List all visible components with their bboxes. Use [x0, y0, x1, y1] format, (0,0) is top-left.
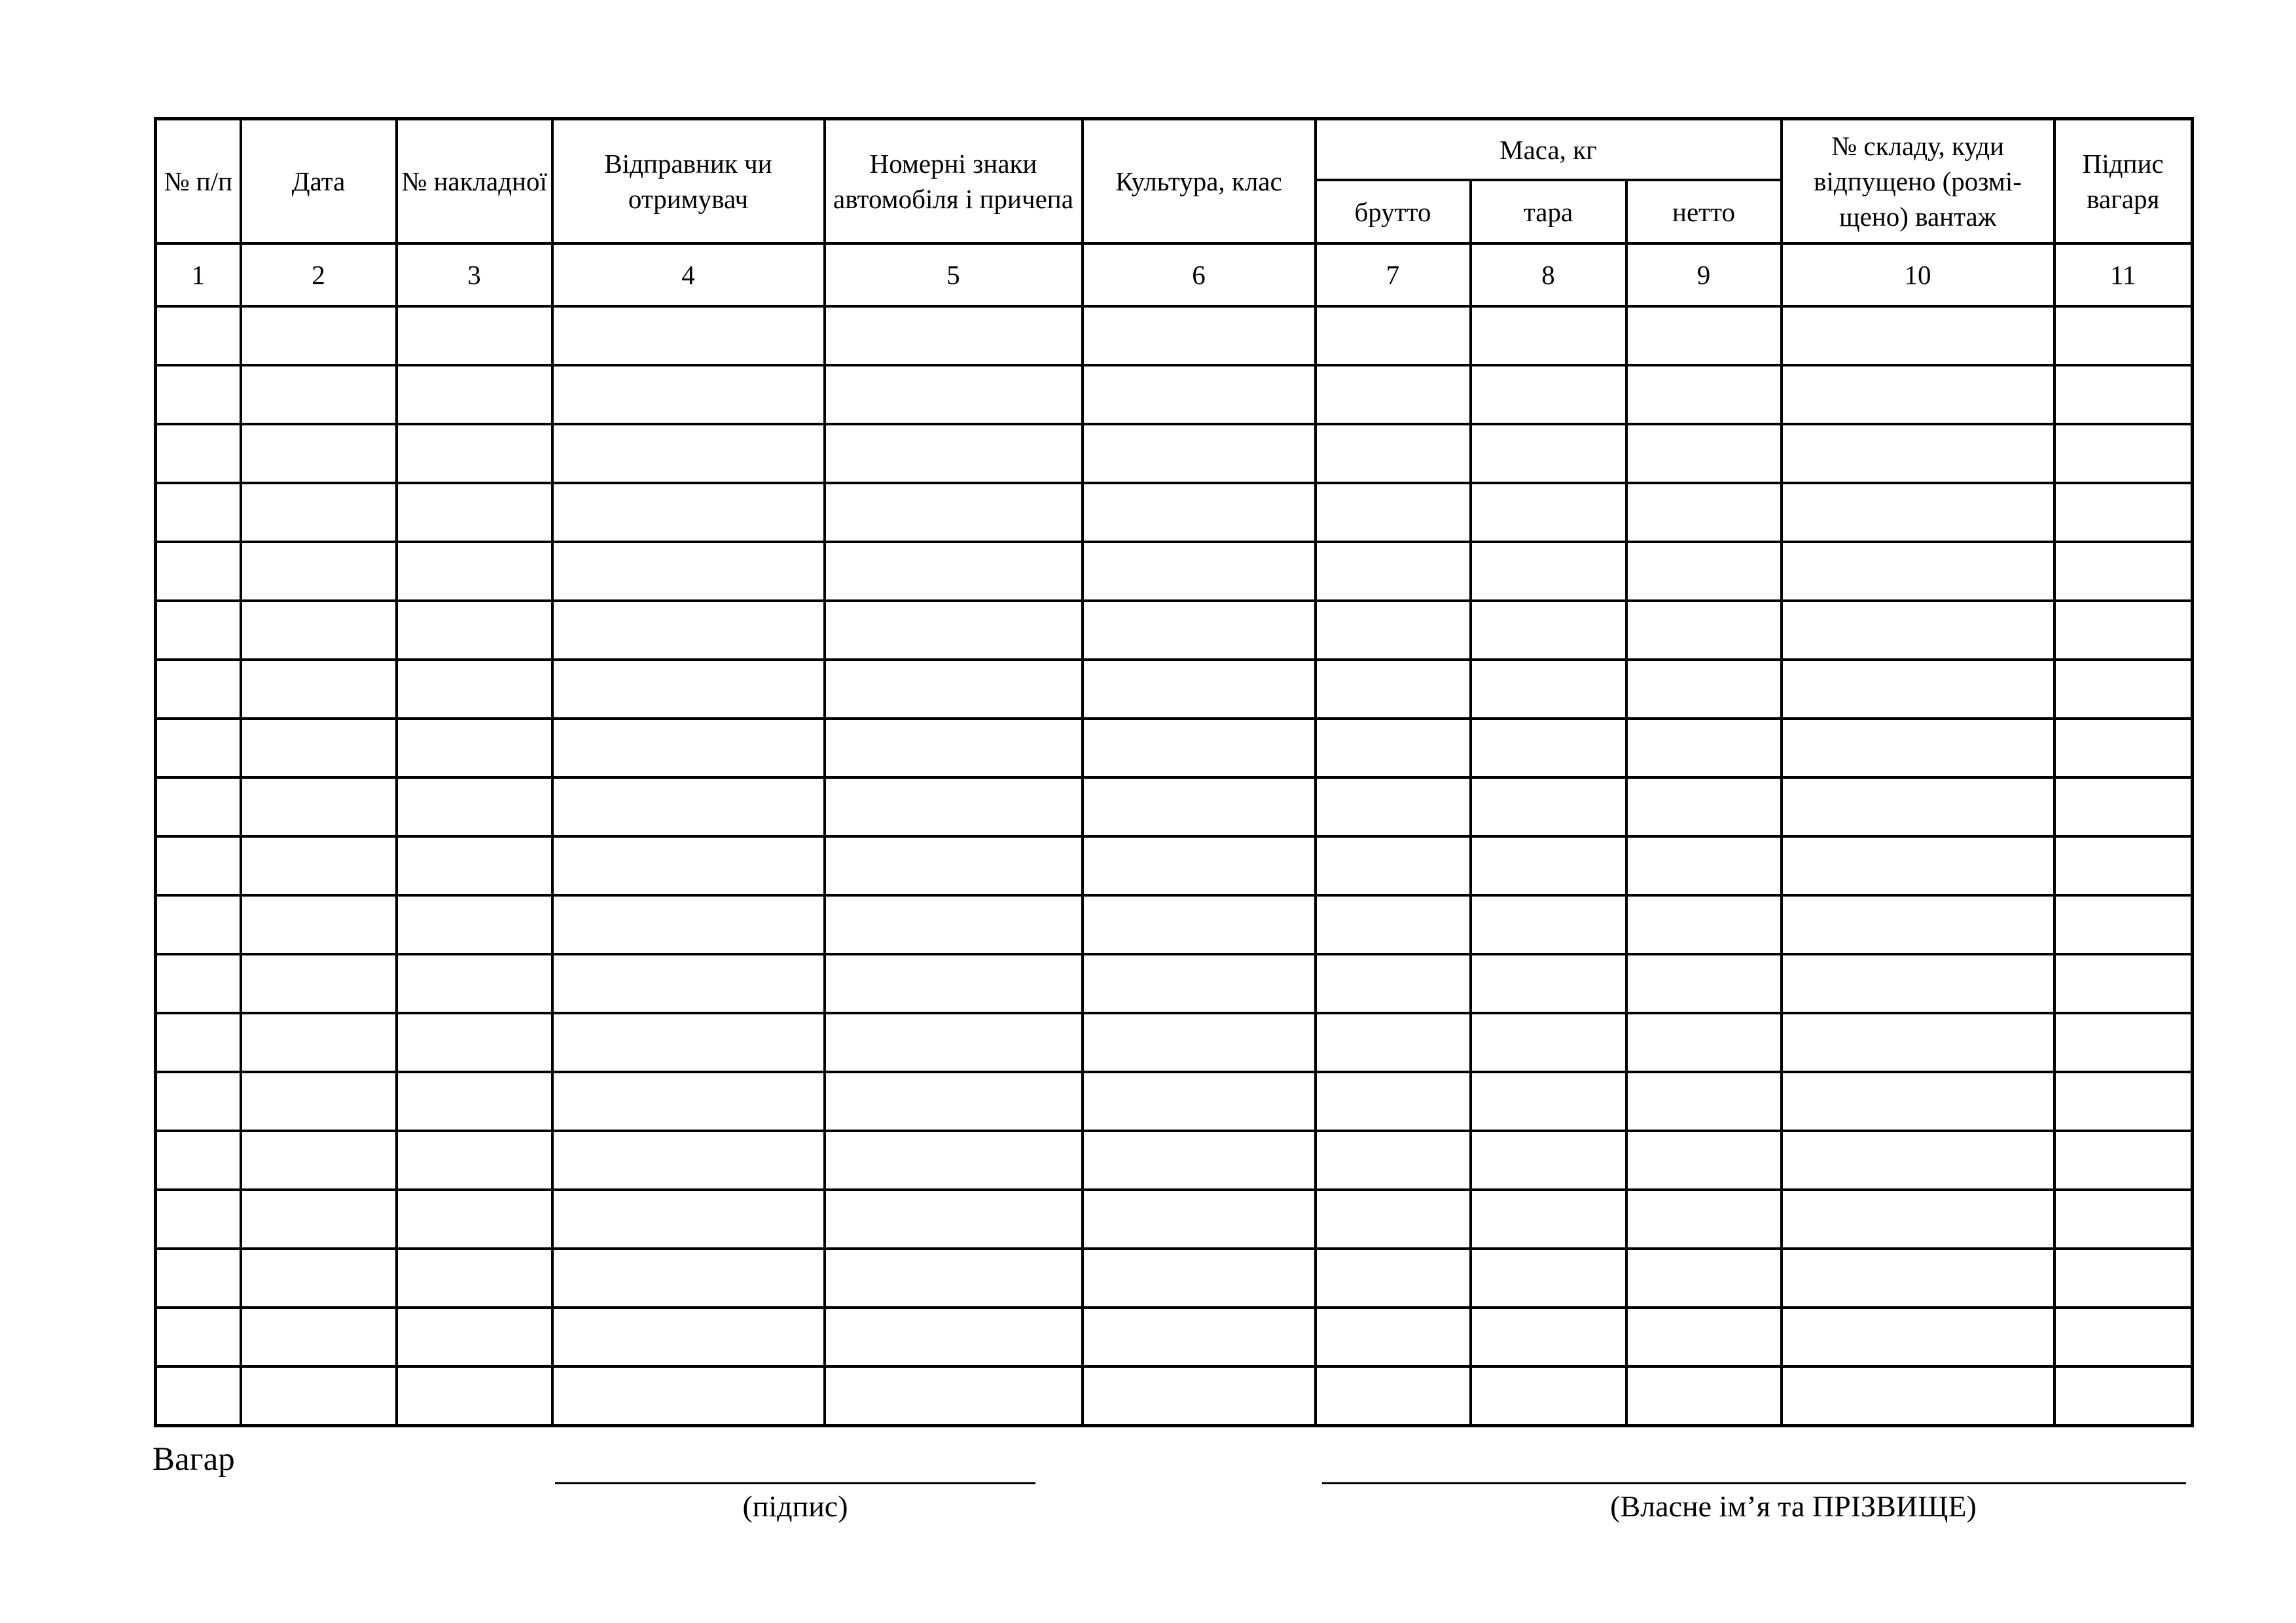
column-number: 6: [1083, 243, 1316, 306]
table-cell[interactable]: [1083, 542, 1316, 601]
table-cell[interactable]: [825, 660, 1083, 719]
table-cell[interactable]: [1626, 1366, 1782, 1426]
table-cell[interactable]: [2054, 660, 2193, 719]
table-cell[interactable]: [2054, 601, 2193, 660]
table-cell[interactable]: [825, 1072, 1083, 1131]
table-row: [156, 1308, 2193, 1366]
table-cell[interactable]: [825, 1131, 1083, 1190]
table-cell[interactable]: [1626, 954, 1782, 1013]
table-cell[interactable]: [552, 483, 825, 542]
table-cell[interactable]: [1782, 777, 2054, 836]
table-cell[interactable]: [1626, 365, 1782, 424]
table-cell[interactable]: [1316, 1190, 1471, 1249]
table-cell[interactable]: [2054, 1308, 2193, 1366]
table-row: [156, 660, 2193, 719]
table-cell[interactable]: [241, 836, 397, 895]
table-row: [156, 365, 2193, 424]
table-cell[interactable]: [825, 542, 1083, 601]
table-cell[interactable]: [552, 1366, 825, 1426]
table-cell[interactable]: [1316, 1072, 1471, 1131]
table-cell[interactable]: [825, 836, 1083, 895]
table-cell[interactable]: [2054, 1249, 2193, 1308]
table-cell[interactable]: [552, 660, 825, 719]
table-cell[interactable]: [1782, 954, 2054, 1013]
table-row: [156, 1131, 2193, 1190]
table-cell[interactable]: [241, 365, 397, 424]
table-cell[interactable]: [2054, 306, 2193, 365]
table-cell[interactable]: [552, 1190, 825, 1249]
table-cell[interactable]: [1626, 1308, 1782, 1366]
table-cell[interactable]: [1083, 895, 1316, 954]
table-cell[interactable]: [1782, 660, 2054, 719]
table-cell[interactable]: [1471, 542, 1626, 601]
table-cell[interactable]: [552, 719, 825, 777]
column-number: 3: [397, 243, 552, 306]
table-row: [156, 483, 2193, 542]
table-cell[interactable]: [1782, 895, 2054, 954]
column-number: 8: [1471, 243, 1626, 306]
table-cell[interactable]: [1316, 601, 1471, 660]
table-cell[interactable]: [1626, 1131, 1782, 1190]
table-cell[interactable]: [1626, 660, 1782, 719]
table-cell[interactable]: [397, 1072, 552, 1131]
table-cell[interactable]: [1782, 542, 2054, 601]
table-cell[interactable]: [1083, 1366, 1316, 1426]
table-cell[interactable]: [397, 719, 552, 777]
table-cell[interactable]: [1316, 777, 1471, 836]
table-cell[interactable]: [156, 1366, 241, 1426]
table-cell[interactable]: [1782, 1308, 2054, 1366]
journal-body: [156, 243, 2193, 1426]
table-cell[interactable]: [1471, 365, 1626, 424]
table-cell[interactable]: [552, 424, 825, 483]
table-cell[interactable]: [1083, 660, 1316, 719]
table-cell[interactable]: [552, 836, 825, 895]
table-cell[interactable]: [1782, 836, 2054, 895]
table-cell[interactable]: [241, 1013, 397, 1072]
header-gross: брутто: [1316, 180, 1471, 243]
table-cell[interactable]: [1626, 483, 1782, 542]
table-cell[interactable]: [552, 954, 825, 1013]
header-mass-group: Маса, кг: [1316, 119, 1782, 181]
table-cell[interactable]: [1626, 1249, 1782, 1308]
table-cell[interactable]: [241, 1131, 397, 1190]
weighing-journal-table: [154, 117, 2194, 1427]
table-cell[interactable]: [1626, 777, 1782, 836]
table-cell[interactable]: [1083, 954, 1316, 1013]
table-cell[interactable]: [1083, 836, 1316, 895]
table-cell[interactable]: [1316, 365, 1471, 424]
table-cell[interactable]: [825, 1190, 1083, 1249]
table-cell[interactable]: [156, 424, 241, 483]
table-cell[interactable]: [1316, 836, 1471, 895]
table-cell[interactable]: [397, 424, 552, 483]
table-cell[interactable]: [825, 365, 1083, 424]
table-cell[interactable]: [397, 836, 552, 895]
table-cell[interactable]: [1083, 601, 1316, 660]
table-cell[interactable]: [1316, 895, 1471, 954]
column-number: 11: [2054, 243, 2193, 306]
table-cell[interactable]: [1471, 1013, 1626, 1072]
table-cell[interactable]: [241, 1366, 397, 1426]
table-cell[interactable]: [1782, 601, 2054, 660]
table-cell[interactable]: [397, 1131, 552, 1190]
weigher-label: Вагар: [152, 1441, 235, 1478]
table-cell[interactable]: [1626, 1190, 1782, 1249]
name-line: [1322, 1482, 2186, 1484]
table-row: [156, 1366, 2193, 1426]
table-row: [156, 1249, 2193, 1308]
table-cell[interactable]: [552, 1131, 825, 1190]
table-row: [156, 601, 2193, 660]
table-cell[interactable]: [825, 954, 1083, 1013]
table-cell[interactable]: [2054, 542, 2193, 601]
table-cell[interactable]: [552, 1013, 825, 1072]
table-cell[interactable]: [1316, 542, 1471, 601]
table-cell[interactable]: [1626, 601, 1782, 660]
table-cell[interactable]: [241, 306, 397, 365]
table-cell[interactable]: [241, 601, 397, 660]
table-cell[interactable]: [156, 483, 241, 542]
table-cell[interactable]: [1316, 1366, 1471, 1426]
table-cell[interactable]: [156, 1131, 241, 1190]
table-cell[interactable]: [825, 1013, 1083, 1072]
table-cell[interactable]: [1083, 1190, 1316, 1249]
table-cell[interactable]: [2054, 365, 2193, 424]
table-row: [156, 719, 2193, 777]
table-cell[interactable]: [156, 777, 241, 836]
table-cell[interactable]: [1083, 1308, 1316, 1366]
table-cell[interactable]: [1083, 483, 1316, 542]
table-cell[interactable]: [1782, 306, 2054, 365]
table-cell[interactable]: [156, 954, 241, 1013]
table-cell[interactable]: [156, 836, 241, 895]
table-cell[interactable]: [397, 1190, 552, 1249]
table-cell[interactable]: [156, 660, 241, 719]
table-row: [156, 306, 2193, 365]
table-cell[interactable]: [2054, 1131, 2193, 1190]
table-cell[interactable]: [552, 1249, 825, 1308]
table-cell[interactable]: [1471, 660, 1626, 719]
table-cell[interactable]: [552, 777, 825, 836]
header-weigher-signature: Підпис вагаря: [2054, 119, 2193, 244]
table-cell[interactable]: [397, 365, 552, 424]
table-cell[interactable]: [156, 1308, 241, 1366]
table-row: [156, 777, 2193, 836]
table-cell[interactable]: [156, 365, 241, 424]
table-cell[interactable]: [1471, 1308, 1626, 1366]
table-cell[interactable]: [1316, 1249, 1471, 1308]
table-row: [156, 895, 2193, 954]
table-cell[interactable]: [241, 954, 397, 1013]
table-cell[interactable]: [1083, 1249, 1316, 1308]
table-cell[interactable]: [1316, 424, 1471, 483]
column-number: 4: [552, 243, 825, 306]
header-invoice-number: № накладної: [397, 119, 552, 244]
table-cell[interactable]: [397, 954, 552, 1013]
table-row: [156, 1072, 2193, 1131]
table-cell[interactable]: [241, 542, 397, 601]
table-cell[interactable]: [825, 483, 1083, 542]
table-cell[interactable]: [1471, 424, 1626, 483]
table-cell[interactable]: [1471, 1190, 1626, 1249]
table-row: [156, 542, 2193, 601]
table-cell[interactable]: [552, 542, 825, 601]
table-cell[interactable]: [1471, 483, 1626, 542]
table-cell[interactable]: [1471, 895, 1626, 954]
table-cell[interactable]: [825, 424, 1083, 483]
table-cell[interactable]: [552, 1308, 825, 1366]
signature-line: [555, 1482, 1035, 1484]
table-cell[interactable]: [1471, 1072, 1626, 1131]
table-cell[interactable]: [825, 1308, 1083, 1366]
table-cell[interactable]: [156, 719, 241, 777]
table-cell[interactable]: [1782, 719, 2054, 777]
table-cell[interactable]: [2054, 777, 2193, 836]
table-cell[interactable]: [1083, 306, 1316, 365]
table-cell[interactable]: [1782, 1072, 2054, 1131]
table-cell[interactable]: [241, 1072, 397, 1131]
table-cell[interactable]: [1316, 306, 1471, 365]
table-cell[interactable]: [552, 601, 825, 660]
table-cell[interactable]: [241, 1308, 397, 1366]
table-cell[interactable]: [825, 601, 1083, 660]
table-cell[interactable]: [156, 895, 241, 954]
table-cell[interactable]: [156, 1249, 241, 1308]
table-cell[interactable]: [825, 1249, 1083, 1308]
table-cell[interactable]: [1471, 719, 1626, 777]
table-cell[interactable]: [1626, 836, 1782, 895]
table-cell[interactable]: [1083, 1131, 1316, 1190]
table-cell[interactable]: [552, 895, 825, 954]
table-cell[interactable]: [1471, 1249, 1626, 1308]
table-cell[interactable]: [1626, 1013, 1782, 1072]
table-cell[interactable]: [1782, 1366, 2054, 1426]
table-cell[interactable]: [1626, 542, 1782, 601]
table-cell[interactable]: [1316, 1131, 1471, 1190]
table-cell[interactable]: [1083, 1072, 1316, 1131]
table-cell[interactable]: [397, 777, 552, 836]
table-cell[interactable]: [825, 895, 1083, 954]
table-cell[interactable]: [1626, 895, 1782, 954]
table-row: [156, 424, 2193, 483]
table-cell[interactable]: [241, 719, 397, 777]
table-cell[interactable]: [1471, 601, 1626, 660]
table-cell[interactable]: [156, 601, 241, 660]
column-number: 9: [1626, 243, 1782, 306]
table-cell[interactable]: [2054, 1013, 2193, 1072]
table-cell[interactable]: [1316, 660, 1471, 719]
table-cell[interactable]: [1626, 424, 1782, 483]
table-cell[interactable]: [552, 365, 825, 424]
table-cell[interactable]: [241, 1190, 397, 1249]
table-cell[interactable]: [397, 1013, 552, 1072]
table-cell[interactable]: [1782, 1190, 2054, 1249]
header-row-number: № п/п: [156, 119, 241, 244]
table-cell[interactable]: [397, 1249, 552, 1308]
table-cell[interactable]: [1782, 1249, 2054, 1308]
column-number: 2: [241, 243, 397, 306]
signature-caption: (підпис): [742, 1489, 848, 1523]
header-tare: тара: [1471, 180, 1626, 243]
table-cell[interactable]: [1782, 1013, 2054, 1072]
table-cell[interactable]: [397, 483, 552, 542]
table-cell[interactable]: [2054, 1190, 2193, 1249]
table-cell[interactable]: [2054, 719, 2193, 777]
table-cell[interactable]: [156, 542, 241, 601]
table-cell[interactable]: [397, 542, 552, 601]
table-cell[interactable]: [1782, 424, 2054, 483]
table-cell[interactable]: [241, 777, 397, 836]
table-cell[interactable]: [1083, 365, 1316, 424]
table-row: [156, 1013, 2193, 1072]
table-cell[interactable]: [241, 483, 397, 542]
table-row: [156, 954, 2193, 1013]
table-cell[interactable]: [1626, 719, 1782, 777]
table-cell[interactable]: [2054, 1366, 2193, 1426]
table-cell[interactable]: [397, 895, 552, 954]
header-net: нетто: [1626, 180, 1782, 243]
table-cell[interactable]: [1083, 424, 1316, 483]
table-cell[interactable]: [1316, 1308, 1471, 1366]
table-cell[interactable]: [1083, 777, 1316, 836]
header-warehouse-number: № складу, куди відпущено (розмі- щено) вантаж: [1782, 119, 2054, 244]
header-date: Дата: [241, 119, 397, 244]
table-cell[interactable]: [825, 777, 1083, 836]
table-cell[interactable]: [552, 306, 825, 365]
table-cell[interactable]: [1471, 1366, 1626, 1426]
header-crop-class: Культура, клас: [1083, 119, 1316, 244]
table-cell[interactable]: [2054, 954, 2193, 1013]
table-cell[interactable]: [1471, 1131, 1626, 1190]
table-cell[interactable]: [1083, 1013, 1316, 1072]
table-cell[interactable]: [2054, 424, 2193, 483]
table-row: [156, 836, 2193, 895]
table-cell[interactable]: [825, 306, 1083, 365]
name-caption: (Власне ім’я та ПРІЗВИЩЕ): [1610, 1489, 1977, 1523]
table-cell[interactable]: [825, 719, 1083, 777]
table-cell[interactable]: [1316, 483, 1471, 542]
table-cell[interactable]: [241, 660, 397, 719]
table-cell[interactable]: [1471, 836, 1626, 895]
table-cell[interactable]: [2054, 836, 2193, 895]
table-cell[interactable]: [1471, 954, 1626, 1013]
table-cell[interactable]: [825, 1366, 1083, 1426]
column-number: 1: [156, 243, 241, 306]
table-cell[interactable]: [552, 1072, 825, 1131]
table-cell[interactable]: [1316, 954, 1471, 1013]
table-cell[interactable]: [241, 424, 397, 483]
table-cell[interactable]: [241, 895, 397, 954]
table-cell[interactable]: [156, 1190, 241, 1249]
table-cell[interactable]: [2054, 1072, 2193, 1131]
table-cell[interactable]: [1626, 306, 1782, 365]
table-cell[interactable]: [2054, 483, 2193, 542]
table-cell[interactable]: [397, 1366, 552, 1426]
table-cell[interactable]: [1626, 1072, 1782, 1131]
table-cell[interactable]: [2054, 895, 2193, 954]
table-cell[interactable]: [1782, 483, 2054, 542]
column-number: 5: [825, 243, 1083, 306]
table-cell[interactable]: [397, 660, 552, 719]
table-cell[interactable]: [1083, 719, 1316, 777]
column-number: 10: [1782, 243, 2054, 306]
table-cell[interactable]: [1471, 306, 1626, 365]
table-cell[interactable]: [1782, 1131, 2054, 1190]
column-number: 7: [1316, 243, 1471, 306]
column-number-row: [156, 243, 2193, 306]
table-cell[interactable]: [156, 1013, 241, 1072]
table-row: [156, 1190, 2193, 1249]
table-cell[interactable]: [241, 1249, 397, 1308]
table-cell[interactable]: [1782, 365, 2054, 424]
table-cell[interactable]: [156, 1072, 241, 1131]
table-cell[interactable]: [397, 601, 552, 660]
header-sender-receiver: Відправник чи отримувач: [552, 119, 825, 244]
table-cell[interactable]: [156, 306, 241, 365]
table-cell[interactable]: [1316, 1013, 1471, 1072]
header-license-plates: Номерні знаки автомобіля і причепа: [825, 119, 1083, 244]
table-cell[interactable]: [397, 1308, 552, 1366]
table-cell[interactable]: [397, 306, 552, 365]
table-cell[interactable]: [1471, 777, 1626, 836]
table-cell[interactable]: [1316, 719, 1471, 777]
